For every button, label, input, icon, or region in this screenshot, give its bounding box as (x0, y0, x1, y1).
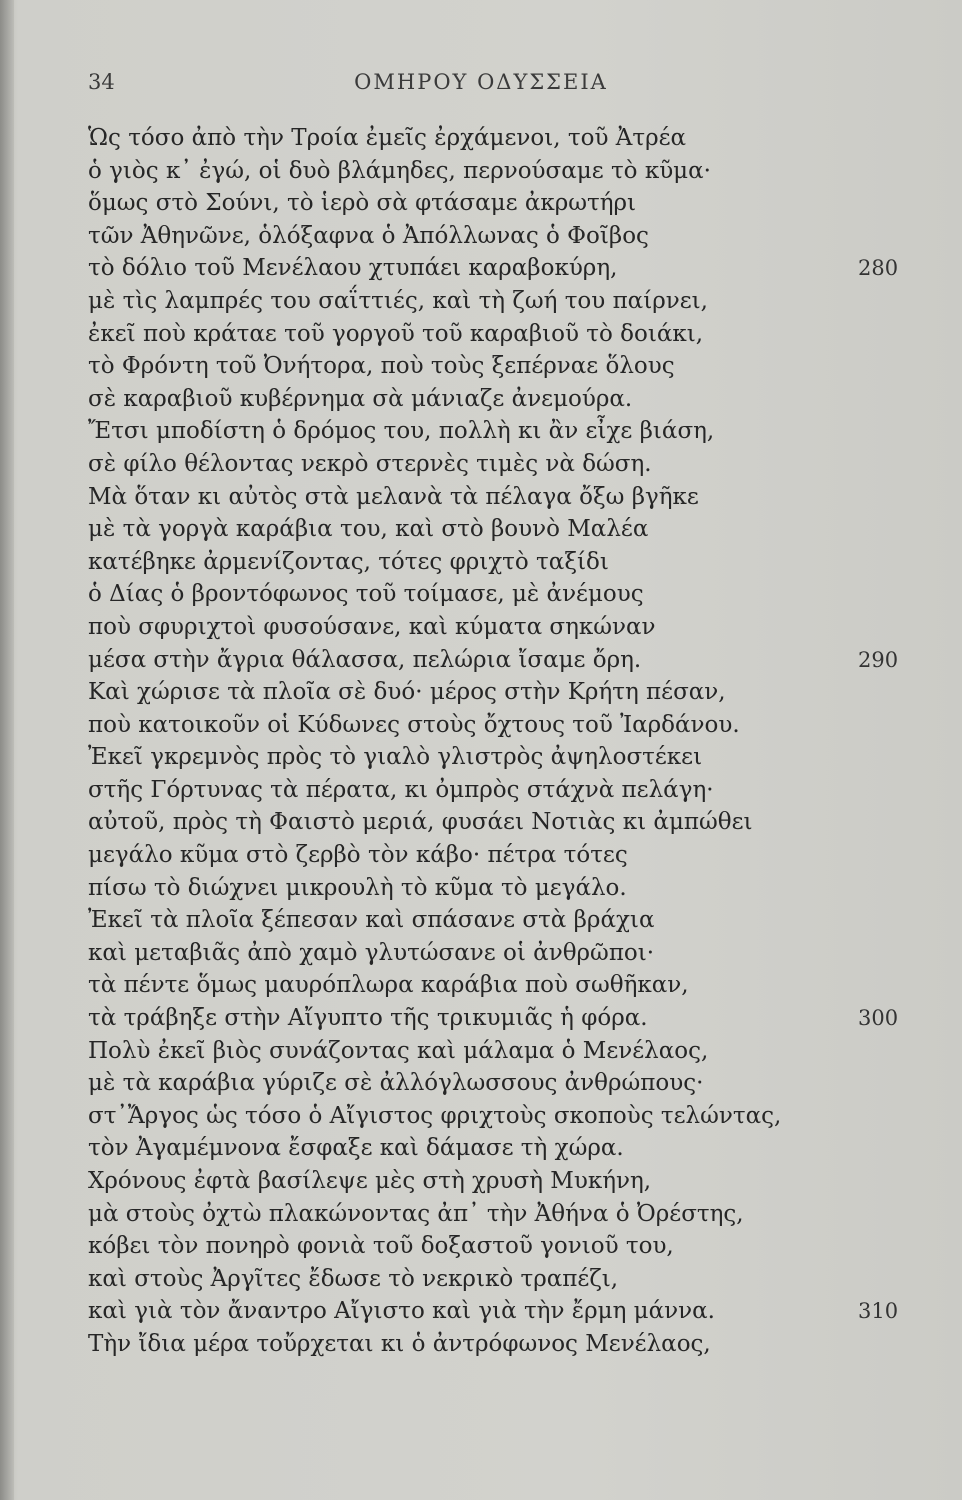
page-binding-edge (0, 0, 14, 1500)
verse-line (88, 872, 948, 905)
verse-line (88, 676, 948, 709)
verse-text: μὰ στοὺς ὀχτὼ πλακώνοντας ἀπ᾽ τὴν Ἀθήνα ὁ Ὀρέστης, (88, 1200, 744, 1227)
verse-line (88, 1328, 948, 1361)
verse-line (88, 350, 948, 383)
verse-text: μέσα στὴν ἄγρια θάλασσα, πελώρια ἴσαμε ὄρη. (88, 646, 642, 673)
verse-line (88, 415, 948, 448)
verse-line (88, 155, 948, 188)
verse-text: καὶ μεταβιᾶς ἀπὸ χαμὸ γλυτώσανε οἱ ἀνθρῶποι· (88, 939, 655, 966)
verse-text: Πολὺ ἐκεῖ βιὸς συνάζοντας καὶ μάλαμα ὁ Μενέλαος, (88, 1037, 709, 1064)
verse-text: ὁ γιὸς κ᾽ ἐγώ, οἱ δυὸ βλάμηδες, περνούσαμε τὸ κῦμα· (88, 157, 711, 184)
line-number: 280 (858, 256, 899, 281)
verse-line (88, 122, 948, 155)
verse-text: τὰ τράβηξε στὴν Αἴγυπτο τῆς τρικυμιᾶς ἡ φόρα. (88, 1005, 648, 1032)
line-number: 290 (858, 647, 899, 672)
verse-text: Ἐκεῖ τὰ πλοῖα ξέπεσαν καὶ σπάσανε στὰ βράχια (88, 907, 655, 934)
verse-text: Ἐκεῖ γκρεμνὸς πρὸς τὸ γιαλὸ γλιστρὸς ἀψηλοστέκει (88, 744, 703, 771)
verse-text: σὲ καραβιοῦ κυβέρνημα σὰ μάνιαζε ἀνεμούρα. (88, 385, 633, 412)
verse-text: τὸ Φρόντη τοῦ Ὀνήτορα, ποὺ τοὺς ξεπέρναε ὅλους (88, 353, 675, 380)
verse-line (88, 1165, 948, 1198)
verse-text: στῆς Γόρτυνας τὰ πέρατα, κι ὀμπρὸς στάχνὰ πελάγη· (88, 776, 714, 803)
verse-line (88, 611, 948, 644)
verse-text: καὶ στοὺς Ἀργῖτες ἔδωσε τὸ νεκρικὸ τραπέζι, (88, 1265, 619, 1292)
verse-text: τὸν Ἀγαμέμνονα ἔσφαξε καὶ δάμασε τὴ χώρα. (88, 1135, 624, 1162)
verse-line (88, 774, 948, 807)
verse-line (88, 709, 948, 742)
verse-text: στ᾽Ἄργος ὡς τόσο ὁ Αἴγιστος φριχτοὺς σκοποὺς τελώντας, (88, 1102, 782, 1129)
verse-line (88, 578, 948, 611)
verse-text: κατέβηκε ἀρμενίζοντας, τότες φριχτὸ ταξίδι (88, 548, 609, 575)
verse-text: Μὰ ὅταν κι αὐτὸς στὰ μελανὰ τὰ πέλαγα ὄξω βγῆκε (88, 483, 699, 510)
verse-line (88, 285, 948, 318)
verse-text: αὐτοῦ, πρὸς τὴ Φαιστὸ μεριά, φυσάει Νοτιὰς κι ἀμπώθει (88, 809, 753, 836)
running-title: ΟΜΗΡΟΥ ΟΔΥΣΣΕΙΑ (354, 70, 608, 94)
verse-text: ὁ Δίας ὁ βροντόφωνος τοῦ τοίμασε, μὲ ἀνέμους (88, 581, 644, 608)
verse-line (88, 904, 948, 937)
verse-line (88, 513, 948, 546)
verse-text: σὲ φίλο θέλοντας νεκρὸ στερνὲς τιμὲς νὰ δώση. (88, 450, 652, 477)
verse-text: ὅμως στὸ Σούνι, τὸ ἱερὸ σὰ φτάσαμε ἀκρωτήρι (88, 190, 637, 217)
verse-text: ποὺ κατοικοῦν οἱ Κύδωνες στοὺς ὄχτους τοῦ Ἰαρδάνου. (88, 711, 740, 738)
verse-text: πίσω τὸ διώχνει μικρουλὴ τὸ κῦμα τὸ μεγάλο. (88, 874, 627, 901)
verse-line (88, 1002, 948, 1035)
verse-line (88, 1100, 948, 1133)
verse-line (88, 806, 948, 839)
verse-line (88, 937, 948, 970)
verse-line (88, 220, 948, 253)
verse-text: τὰ πέντε ὅμως μαυρόπλωρα καράβια ποὺ σωθῆκαν, (88, 972, 689, 999)
verse-text: κόβει τὸν πονηρὸ φονιὰ τοῦ δοξαστοῦ γονιοῦ του, (88, 1233, 674, 1260)
verse-text: Χρόνους ἐφτὰ βασίλεψε μὲς στὴ χρυσὴ Μυκήνη, (88, 1168, 652, 1194)
verse-line (88, 969, 948, 1002)
verse-line (88, 1067, 948, 1100)
line-number: 300 (858, 1006, 899, 1031)
verse-line (88, 741, 948, 774)
verse-text: μὲ τὰ γοργὰ καράβια του, καὶ στὸ βουνὸ Μαλέα (88, 516, 649, 543)
verse-line (88, 839, 948, 872)
verse-line (88, 1035, 948, 1068)
verse-line (88, 448, 948, 481)
verse-text: μὲ τὶς λαμπρές του σαΐττιές, καὶ τὴ ζωή του παίρνει, (88, 287, 708, 314)
verse-text: μεγάλο κῦμα στὸ ζερβὸ τὸν κάβο· πέτρα τότες (88, 842, 628, 869)
verse-text: Ἔτσι μποδίστη ὁ δρόμος του, πολλὴ κι ἂν εἶχε βιάση, (88, 418, 715, 445)
verse-text: Τὴν ἴδια μέρα τοὔρχεται κι ὁ ἀντρόφωνος Μενέλαος, (88, 1330, 711, 1357)
verse-text: τῶν Ἀθηνῶνε, ὁλόξαφνα ὁ Ἀπόλλωνας ὁ Φοῖβος (88, 222, 649, 249)
verse-line (88, 481, 948, 514)
verse-line (88, 252, 948, 285)
verse-line (88, 383, 948, 416)
verse-line (88, 1230, 948, 1263)
verse-text: Ὡς τόσο ἀπὸ τὴν Τροία ἐμεῖς ἐρχάμενοι, τοῦ Ἀτρέα (88, 125, 687, 151)
verse-line (88, 1132, 948, 1165)
verse-text: Καὶ χώρισε τὰ πλοῖα σὲ δυό· μέρος στὴν Κρήτη πέσαν, (88, 679, 726, 706)
page-header (0, 70, 962, 100)
verse-line (88, 546, 948, 579)
page-number: 34 (88, 70, 115, 94)
verse-text: ποὺ σφυριχτοὶ φυσούσανε, καὶ κύματα σηκώναν (88, 613, 656, 640)
verse-line (88, 187, 948, 220)
verse-list (88, 122, 948, 1361)
verse-line (88, 1295, 948, 1328)
verse-line (88, 1263, 948, 1296)
verse-text: ἐκεῖ ποὺ κράταε τοῦ γοργοῦ τοῦ καραβιοῦ τὸ δοιάκι, (88, 320, 704, 347)
verse-text: τὸ δόλιο τοῦ Μενέλαου χτυπάει καραβοκύρη, (88, 255, 618, 282)
verse-line (88, 318, 948, 351)
verse-line (88, 644, 948, 677)
line-number: 310 (858, 1299, 899, 1324)
verse-line (88, 1198, 948, 1231)
verse-text: καὶ γιὰ τὸν ἄναντρο Αἴγιστο καὶ γιὰ τὴν ἔρμη μάννα. (88, 1298, 715, 1325)
verse-text: μὲ τὰ καράβια γύριζε σὲ ἀλλόγλωσσους ἀνθρώπους· (88, 1070, 704, 1097)
